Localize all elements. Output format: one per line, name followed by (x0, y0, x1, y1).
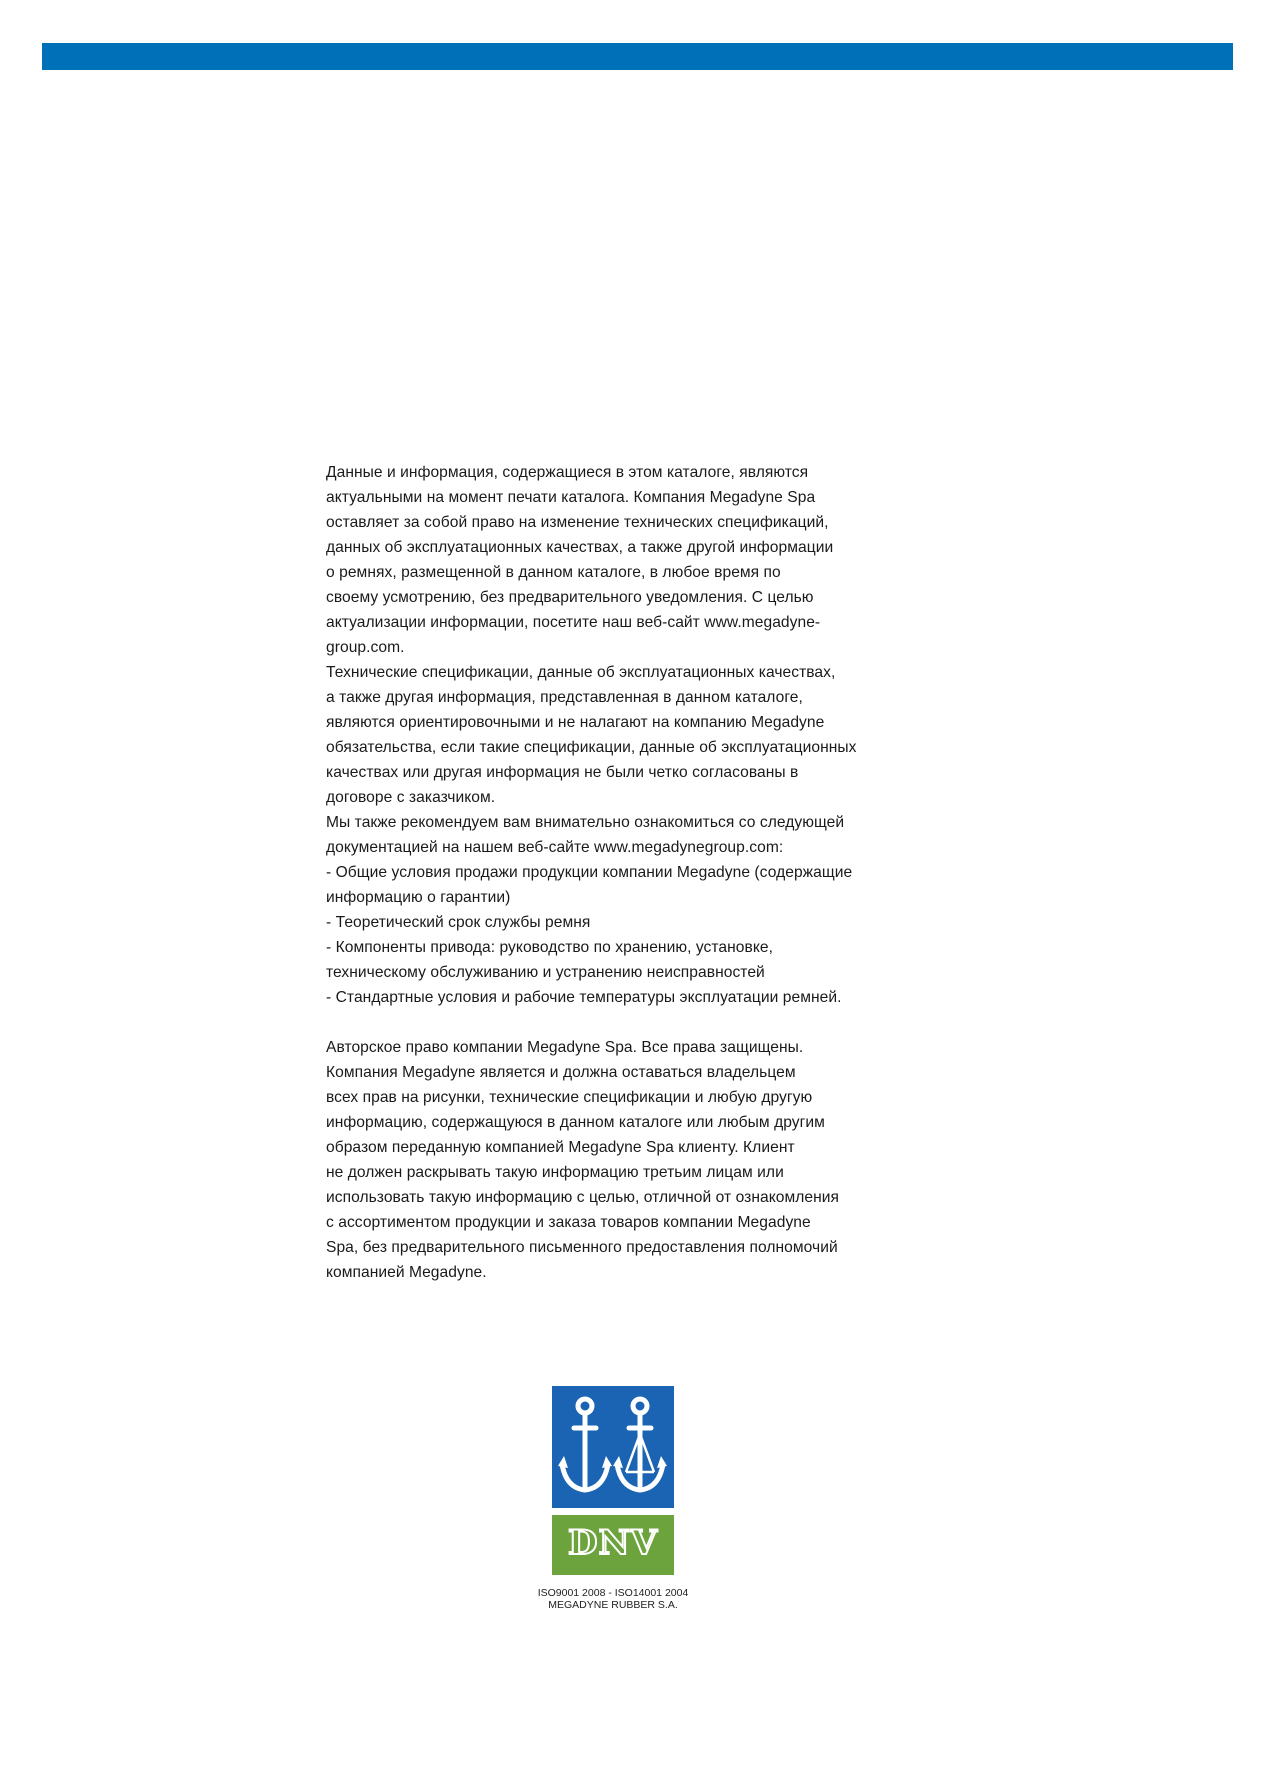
text-line: образом переданную компанией Megadyne Spa клиенту. Клиент (326, 1139, 795, 1156)
text-line: качествах или другая информация не были четко согласованы в (326, 764, 799, 781)
text-line: информацию о гарантии) (326, 889, 511, 906)
text-line: договоре с заказчиком. (326, 789, 496, 806)
company-name: MEGADYNE RUBBER S.A. (548, 1599, 678, 1611)
paragraph-copyright (326, 1035, 966, 1285)
list-item: - Теоретический срок службы ремня (326, 914, 591, 931)
list-item: - Компоненты привода: руководство по хранению, установке, (326, 939, 773, 956)
anchor-scales-icon (552, 1386, 674, 1508)
text-line: обязательства, если такие спецификации, данные об эксплуатационных (326, 739, 857, 756)
list-item: - Стандартные условия и рабочие температуры эксплуатации ремней. (326, 989, 842, 1006)
text-line: а также другая информация, представленная в данном каталоге, (326, 689, 803, 706)
text-line: использовать такую информацию с целью, отличной от ознакомления (326, 1189, 840, 1206)
text-line: group.com. (326, 639, 405, 656)
text-line: являются ориентировочными и не налагают на компанию Megadyne (326, 714, 825, 731)
certification-logo (552, 1386, 674, 1575)
paragraph-recommendations (326, 810, 966, 1010)
text-line: не должен раскрывать такую информацию третьим лицам или (326, 1164, 784, 1181)
paragraph-data-info (326, 460, 966, 660)
text-line: оставляет за собой право на изменение технических спецификаций, (326, 514, 829, 531)
text-line: актуализации информации, посетите наш веб-сайт www.megadyne- (326, 614, 821, 631)
text-line: своему усмотрению, без предварительного уведомления. С целью (326, 589, 814, 606)
iso-standards: ISO9001 2008 - ISO14001 2004 (537, 1587, 689, 1599)
text-line: Мы также рекомендуем вам внимательно ознакомиться со следующей (326, 814, 845, 831)
dnv-logo-text: DNV (568, 1523, 658, 1563)
text-line: техническому обслуживанию и устранению неисправностей (326, 964, 765, 981)
disclaimer-text (326, 460, 966, 1285)
text-line: с ассортиментом продукции и заказа товаров компании Megadyne (326, 1214, 811, 1231)
text-line: Технические спецификации, данные об эксплуатационных качествах, (326, 664, 836, 681)
paragraph-specifications (326, 660, 966, 810)
certification-caption (480, 1587, 746, 1611)
text-line: компанией Megadyne. (326, 1264, 487, 1281)
text-line: о ремнях, размещенной в данном каталоге, в любое время по (326, 564, 781, 581)
text-line: данных об эксплуатационных качествах, а также другой информации (326, 539, 834, 556)
text-line: Авторское право компании Megadyne Spa. Все права защищены. (326, 1039, 804, 1056)
text-line: всех прав на рисунки, технические спецификации и любую другую (326, 1089, 813, 1106)
list-item: - Общие условия продажи продукции компании Megadyne (содержащие (326, 864, 853, 881)
text-line: Spa, без предварительного письменного предоставления полномочий (326, 1239, 838, 1256)
paragraph-spacer (326, 1010, 966, 1035)
text-line: Данные и информация, содержащиеся в этом каталоге, являются (326, 464, 809, 481)
text-line: Компания Megadyne является и должна оставаться владельцем (326, 1064, 796, 1081)
text-line: актуальными на момент печати каталога. Компания Megadyne Spa (326, 489, 816, 506)
text-line: документацией на нашем веб-сайте www.megadynegroup.com: (326, 839, 784, 856)
text-line: информацию, содержащуюся в данном каталоге или любым другим (326, 1114, 825, 1131)
dnv-logo (552, 1515, 674, 1575)
top-color-bar (42, 43, 1233, 70)
